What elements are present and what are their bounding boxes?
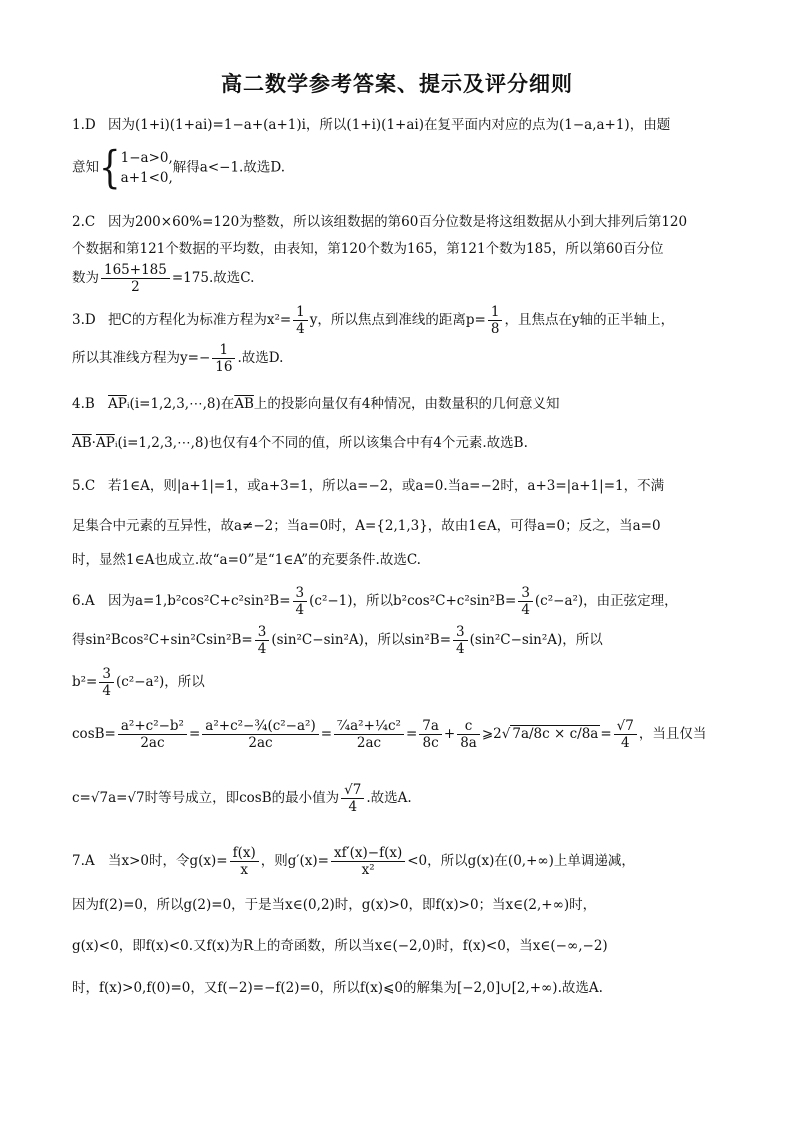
fraction: $\frac{\text{⁷⁄₄a²+¼c²}}{2ac}$ xyxy=(334,718,404,751)
answer-2-line-2: 个数据和第121个数据的平均数，由表知，第120个数为165，第121个数为185，所以第60百分位 xyxy=(72,241,664,257)
answer-1-text-b-pre: 意知 xyxy=(72,159,99,176)
answer-7-line-3: g(x)<0，即f(x)<0.又f(x)为R上的奇函数，所以当x∈(−2,0)时，f(x)<0，当x∈(−∞,−2) xyxy=(72,938,608,954)
fraction: $\frac{1}{4}$ xyxy=(293,304,308,337)
answer-6-line-3: b²= $\frac{3}{4}$ (c²−a²)，所以 xyxy=(72,666,205,699)
vector-ab: $\overline{AB}$ xyxy=(72,435,92,451)
inequality-system: 1−a>0, a+1<0, xyxy=(120,150,173,186)
fraction: $\frac{165+185}{2}$ xyxy=(101,262,170,295)
fraction: $\frac{3}{4}$ xyxy=(293,585,308,618)
fraction: $\frac{7a}{8c}$ xyxy=(419,718,442,751)
answer-1-text-a: 因为(1+i)(1+ai)=1−a+(a+1)i，所以(1+i)(1+ai)在复平面内对应的点为(1−a,a+1)，由题 xyxy=(108,117,671,133)
answer-4-number: 4.B xyxy=(72,396,95,412)
answer-5-number: 5.C xyxy=(72,478,96,494)
answer-5-line-1: 5.C 若1∈A，则|a+1|=1，或a+3=1，所以a=−2，或a=0.当a=−2时，a+3=|a+1|=1，不满 xyxy=(72,478,665,494)
answer-5-line-3: 时，显然1∈A也成立.故“a=0”是“1∈A”的充要条件.故选C. xyxy=(72,552,421,568)
fraction: $\frac{√7}{4}$ xyxy=(341,782,364,815)
answer-6-line-5: c=√7a=√7时等号成立，即cosB的最小值为 $\frac{√7}{4}$ .故选A. xyxy=(72,782,412,815)
answer-3-number: 3.D xyxy=(72,312,96,328)
fraction: $\frac{\text{a²+c²−b²}}{2ac}$ xyxy=(118,718,187,751)
fraction: $\frac{1}{8}$ xyxy=(488,304,503,337)
answer-2-text-a: 因为200×60%=120为整数，所以该组数据的第60百分位数是将这组数据从小到大排列后第120 xyxy=(108,214,688,230)
vector-ab: $\overline{AB}$ xyxy=(234,396,254,412)
page-title: 高二数学参考答案、提示及评分细则 xyxy=(221,71,573,96)
fraction: $\frac{\text{a²+c²−¾(c²−a²)}}{2ac}$ xyxy=(202,718,318,751)
answer-4-line-2: $\overline{AB}\cdot\overline{AP}ᵢ(i=1,2,3,\cdots,8)$也仅有4个不同的值，所以该集合中有4个元素.故选B. xyxy=(72,435,528,451)
vector-ap: $\overline{AP}$ xyxy=(95,435,115,451)
fraction: $\frac{3}{4}$ xyxy=(453,624,468,657)
answer-3-line-1: 3.D 把C的方程化为标准方程为x²= $\frac{1}{4}$ y，所以焦点到准线的距离p= $\frac{1}{8}$ ，且焦点在y轴的正半轴上， xyxy=(72,304,675,337)
fraction: $\frac{c}{8a}$ xyxy=(457,718,480,751)
answer-6-line-2: 得sin²Bcos²C+sin²Csin²B= $\frac{3}{4}$ (sin²C−sin²A)，所以sin²B= $\frac{3}{4}$ (sin²C−sin²A)，所以 xyxy=(72,624,603,657)
fraction: $\frac{f(x)}{x}$ xyxy=(230,845,259,878)
radical: 7a/8c × c/8a xyxy=(512,726,599,742)
fraction: $\frac{1}{16}$ xyxy=(212,342,235,375)
fraction: $\frac{3}{4}$ xyxy=(255,624,270,657)
answer-7-line-4: 时，f(x)>0,f(0)=0，又f(−2)=−f(2)=0，所以f(x)⩽0的解集为[−2,0]∪[2,+∞).故选A. xyxy=(72,980,603,996)
answer-6-cosine-chain: cosB= $\frac{\text{a²+c²−b²}}{2ac}$ = $\frac{\text{a²+c²−¾(c²−a²)}}{2ac}$ = $\frac{\text{⁷⁄₄a²+¼c²}}{2ac}$ = $\frac{7a}{8c}$ + $\frac{c}{8a}$ ⩾2√ 7a/8c × c/8a = $\frac{√7}{4}$ ，当且仅当 xyxy=(72,718,707,751)
answer-2-line-1 xyxy=(72,213,687,231)
answer-3-line-2: 所以其准线方程为y=− $\frac{1}{16}$ .故选D. xyxy=(72,342,284,375)
answer-1-number: 1.D xyxy=(72,117,96,133)
system-brace: { xyxy=(99,142,121,194)
fraction: $\frac{3}{4}$ xyxy=(518,585,533,618)
answer-7-number: 7.A xyxy=(72,853,95,869)
answer-4-line-1: 4.B $\overline{AP}ᵢ(i=1,2,3,\cdots,8)$在$\overline{AB}$上的投影向量仅有4种情况，由数量积的几何意义知 xyxy=(72,396,560,412)
answer-1-line-1 xyxy=(72,116,670,134)
answer-1-line-2 xyxy=(72,142,285,194)
answer-5-line-2: 足集合中元素的互异性，故a≠−2；当a=0时，A={2,1,3}，故由1∈A，可得a=0；反之，当a=0 xyxy=(72,518,661,534)
fraction: $\frac{3}{4}$ xyxy=(99,666,114,699)
answer-1-text-b-post: 解得a<−1.故选D. xyxy=(172,159,285,176)
fraction: $\frac{√7}{4}$ xyxy=(614,718,637,751)
answer-2-number: 2.C xyxy=(72,214,96,230)
answer-6-number: 6.A xyxy=(72,593,95,609)
answer-2-line-3: 数为 $\frac{165+185}{2}$ =175.故选C. xyxy=(72,262,255,295)
vector-ap: $\overline{AP}$ xyxy=(108,396,127,412)
answer-7-line-1: 7.A 当x>0时，令g(x)= $\frac{f(x)}{x}$ ，则g′(x)= $\frac{xf'(x)-f(x)}{\text{x²}}$ <0，所以g(x)在(0,+∞)上单调递减， xyxy=(72,845,635,878)
answer-6-line-1: 6.A 因为a=1,b²cos²C+c²sin²B= $\frac{3}{4}$ (c²−1)，所以b²cos²C+c²sin²B= $\frac{3}{4}$ (c²−a²)，由正弦定理， xyxy=(72,585,678,618)
fraction: $\frac{xf'(x)-f(x)}{\text{x²}}$ xyxy=(331,845,405,878)
answer-7-line-2: 因为f(2)=0，所以g(2)=0，于是当x∈(0,2)时，g(x)>0，即f(x)>0；当x∈(2,+∞)时， xyxy=(72,897,597,913)
